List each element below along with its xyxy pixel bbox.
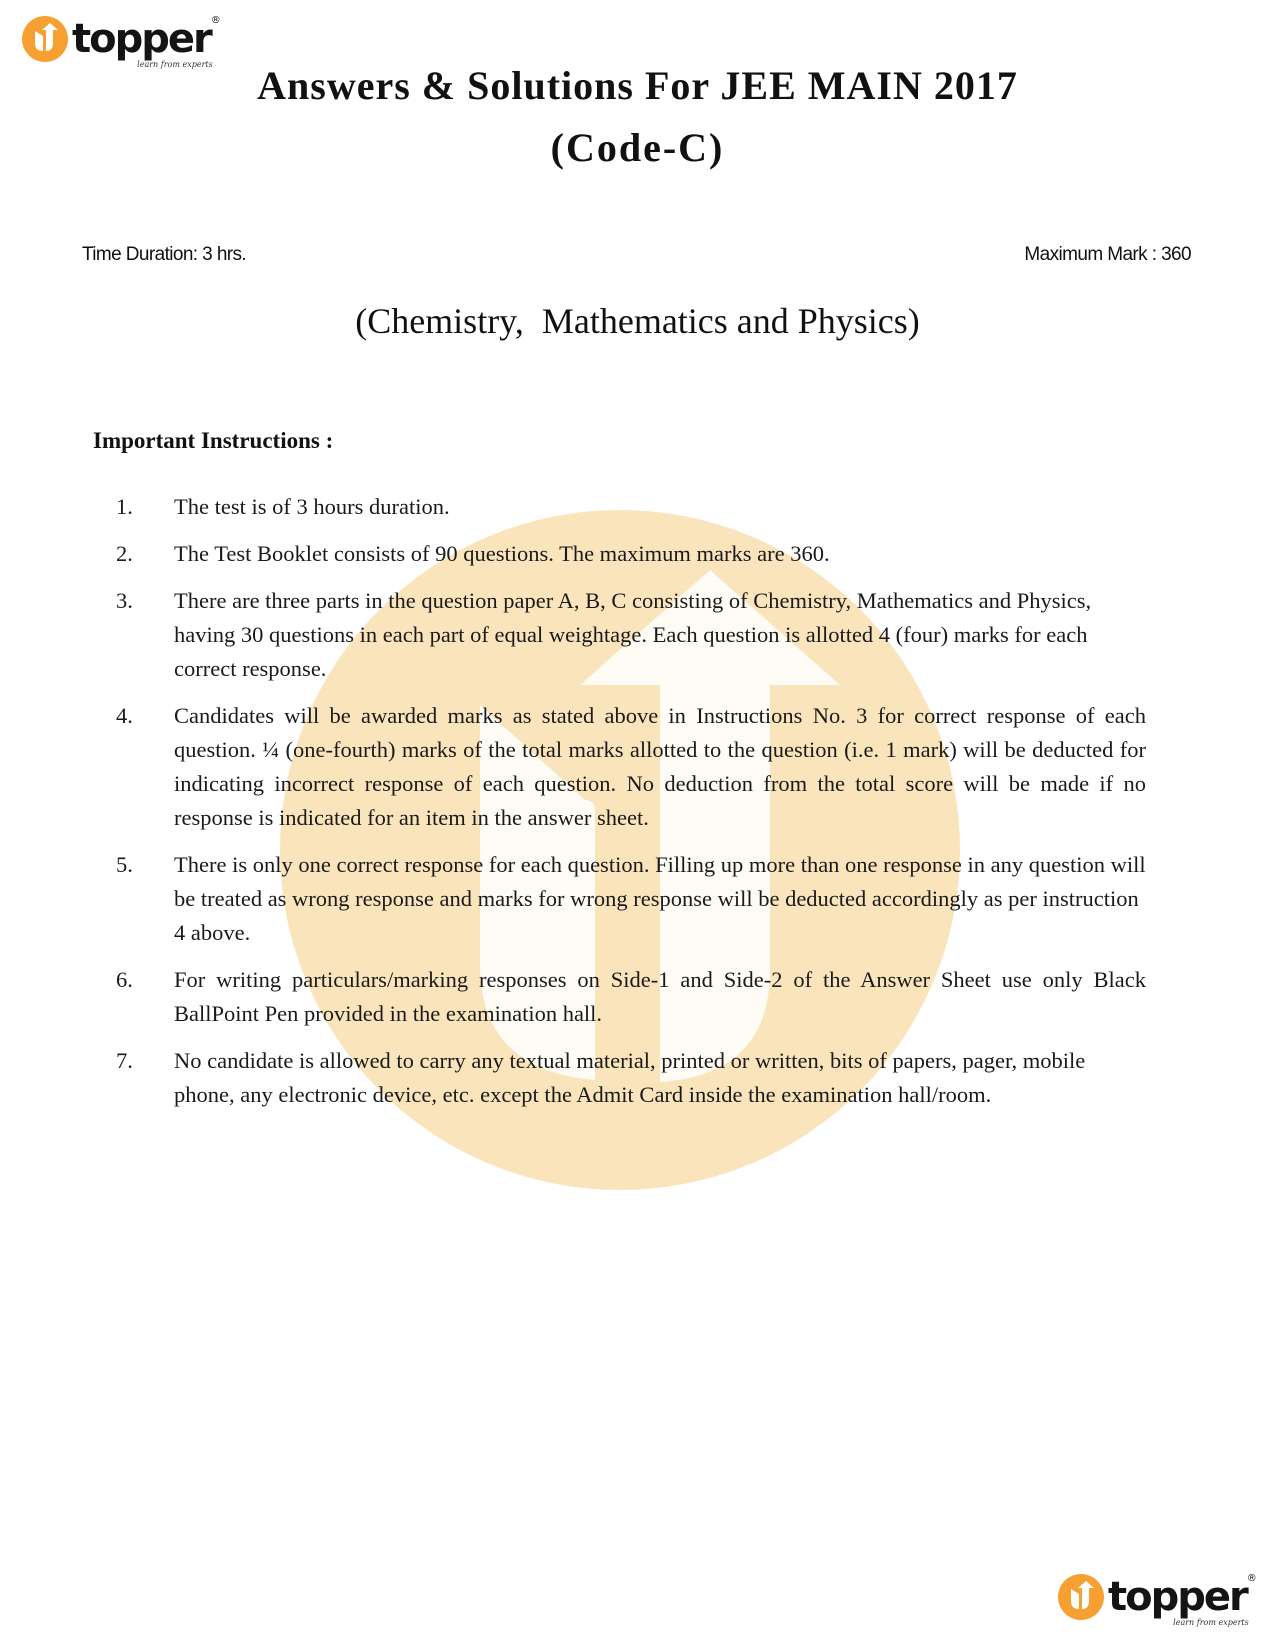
topper-logo-icon — [1058, 1574, 1104, 1620]
instruction-item — [116, 490, 1146, 524]
instruction-number: 3. — [116, 588, 133, 613]
brand-name: topper — [72, 16, 211, 62]
brand-tagline: learn from experts — [1173, 1618, 1249, 1627]
instruction-text: There is only one correct response for each question. Filling up more than one response in any question will be treated as wrong response and marks for wrong response will be deducted accordingly as per instruction 4 above. — [174, 852, 1146, 945]
instruction-number: 6. — [116, 967, 133, 992]
instructions-heading: Important Instructions : — [93, 428, 334, 453]
time-duration: Time Duration: 3 hrs. — [82, 244, 247, 265]
instruction-text: The test is of 3 hours duration. — [174, 494, 450, 519]
topper-logo-icon — [22, 16, 68, 62]
instruction-text: Candidates will be awarded marks as stated above in Instructions No. 3 for correct response of each question. ¼ (one-fourth) marks of the total marks allotted to the question (i.e. 1 mark) will be deducted for indicating incorrect response of each question. No deduction from the total score will be made if no response is indicated for an item in the answer sheet. — [174, 703, 1146, 830]
instructions-list — [116, 490, 1146, 1125]
subjects-heading: (Chemistry, Mathematics and Physics) — [355, 301, 920, 341]
brand-logo-bottom — [1058, 1573, 1257, 1627]
instruction-number: 7. — [116, 1048, 133, 1073]
page-title: Answers & Solutions For JEE MAIN 2017 — [257, 63, 1018, 108]
instruction-item — [116, 848, 1146, 950]
brand-tagline: learn from experts — [137, 60, 213, 69]
brand-name: topper — [1108, 1574, 1247, 1620]
instruction-item — [116, 963, 1146, 1031]
instruction-text: No candidate is allowed to carry any textual material, printed or written, bits of papers, pager, mobile phone, any electronic device, etc. except the Admit Card inside the examination hall/room. — [174, 1048, 1086, 1107]
instruction-item — [116, 1044, 1146, 1112]
instruction-text: There are three parts in the question paper A, B, C consisting of Chemistry, Mathematics and Physics, having 30 questions in each part of equal weightage. Each question is allotted 4 (four) marks for each correct response. — [174, 588, 1092, 681]
registered-mark: ® — [210, 15, 221, 26]
instruction-item — [116, 699, 1146, 835]
instruction-text: For writing particulars/marking responses on Side-1 and Side-2 of the Answer Sheet use only Black BallPoint Pen provided in the examination hall. — [174, 967, 1146, 1026]
instruction-text: The Test Booklet consists of 90 questions. The maximum marks are 360. — [174, 541, 830, 566]
instruction-number: 2. — [116, 541, 133, 566]
instruction-item — [116, 584, 1146, 686]
maximum-mark: Maximum Mark : 360 — [1024, 244, 1191, 265]
instruction-number: 1. — [116, 494, 133, 519]
registered-mark: ® — [1246, 1573, 1257, 1584]
instruction-number: 4. — [116, 703, 133, 728]
brand-logo-top — [22, 15, 221, 69]
instruction-item — [116, 537, 1146, 571]
page-subtitle-code: (Code-C) — [550, 125, 725, 170]
instruction-number: 5. — [116, 852, 133, 877]
